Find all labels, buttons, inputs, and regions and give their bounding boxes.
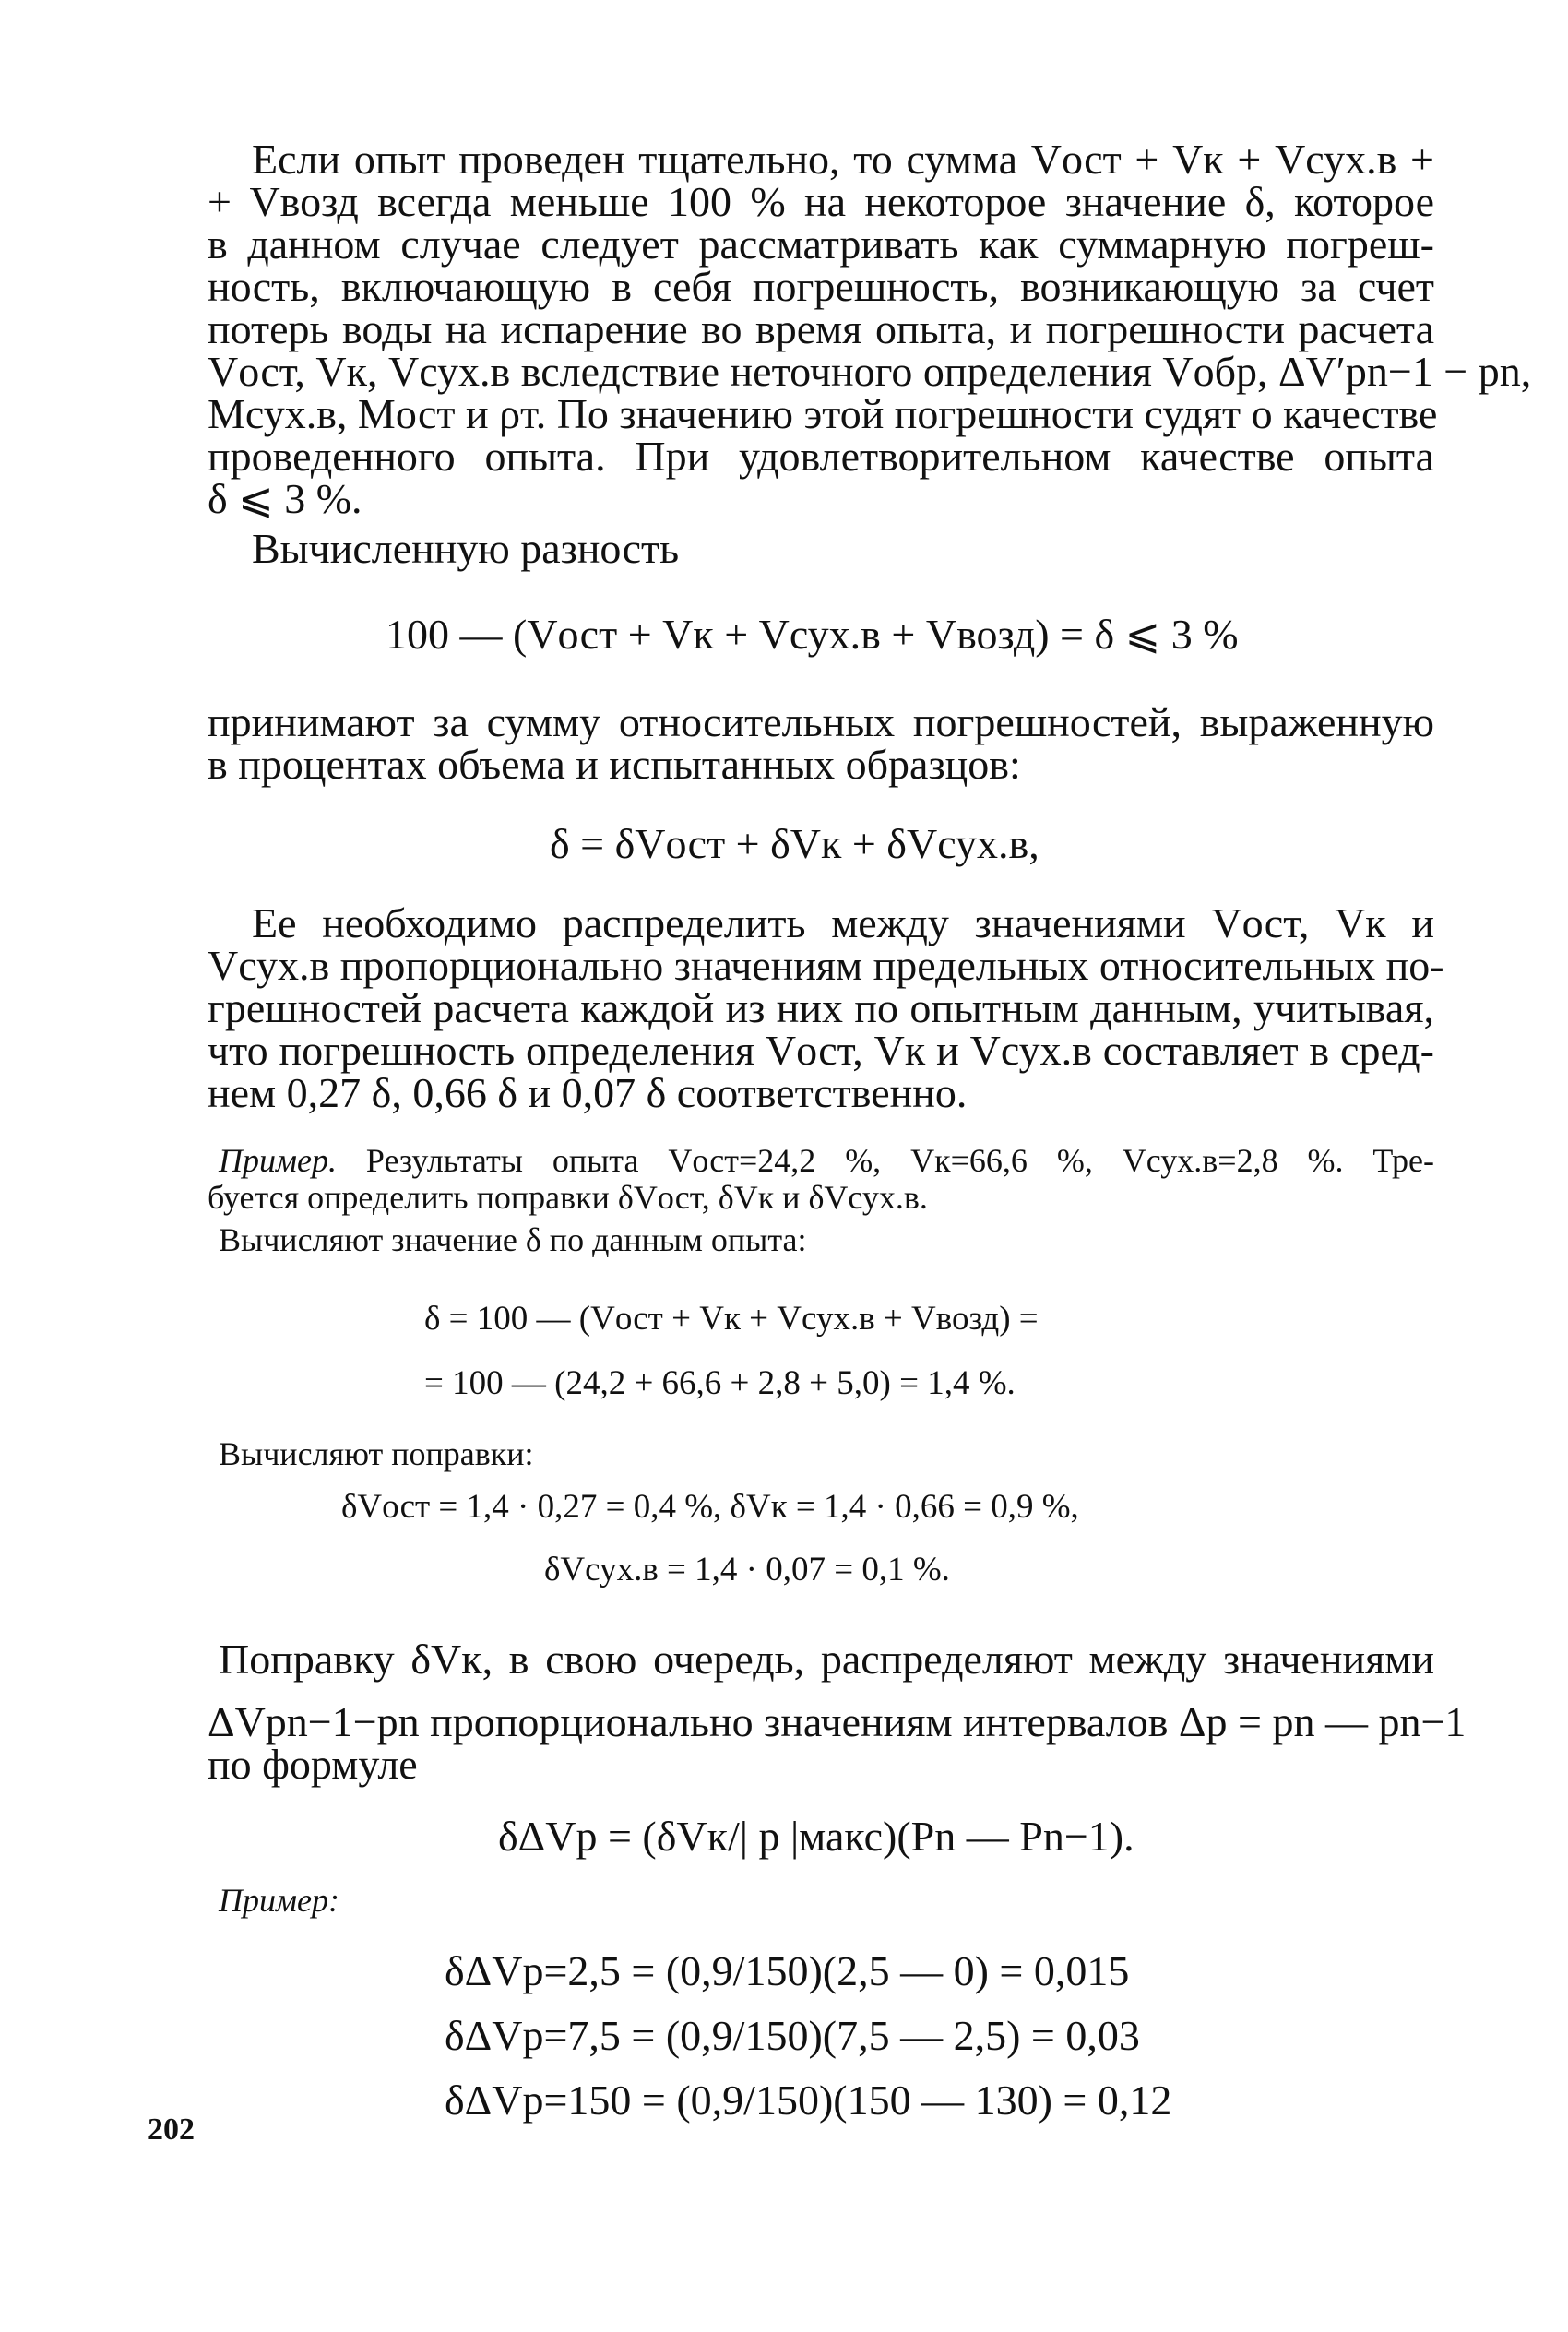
example-line: Вычисляют значение δ по данным опыта: — [219, 1221, 807, 1258]
example-label: Пример. — [219, 1142, 337, 1179]
corrections-intro: Вычисляют поправки: — [219, 1435, 534, 1472]
text-line: Поправку δVк, в свою очередь, распределяют между значениями — [219, 1636, 1434, 1683]
text-line: Если опыт проведен тщательно, то сумма Vост + Vк + Vсух.в + — [252, 136, 1434, 183]
paragraph-4 — [208, 899, 1444, 1116]
text-line: принимают за сумму относительных погрешностей, выраженную — [208, 698, 1434, 745]
formula-delta-sum: δ = δVост + δVк + δVсух.в, — [550, 820, 1039, 867]
example-2-line-3: δΔVp=150 = (0,9/150)(150 — 130) = 0,12 — [445, 2076, 1172, 2124]
formula-distribution: δΔVp = (δVк/| p |макс)(Pn — Pn−1). — [498, 1813, 1134, 1860]
calc-line-2: = 100 — (24,2 + 66,6 + 2,8 + 5,0) = 1,4 %. — [424, 1364, 1016, 1402]
text-line: Ее необходимо распределить между значениями Vост, Vк и — [252, 899, 1434, 946]
example-label: Пример: — [219, 1882, 339, 1919]
text-line: в процентах объема и испытанных образцов: — [208, 741, 1021, 788]
example-2-line-1: δΔVp=2,5 = (0,9/150)(2,5 — 0) = 0,015 — [445, 1947, 1130, 1994]
text-line: Mсух.в, Mост и ρт. По значению этой погрешности судят о качестве — [208, 390, 1438, 437]
paragraph-1 — [208, 136, 1532, 522]
text-line: ность, включающую в себя погрешность, возникающую за счет — [208, 263, 1434, 310]
correction-line-1: δVост = 1,4 · 0,27 = 0,4 %, δVк = 1,4 · 0,66 = 0,9 %, — [341, 1488, 1079, 1526]
paragraph-2 — [208, 525, 1434, 572]
example-line: буется определить поправки δVост, δVк и δVсух.в. — [208, 1179, 928, 1216]
example-2 — [208, 1882, 1434, 1919]
text-line: Вычисленную разность — [252, 525, 680, 572]
example-2-line-2: δΔVp=7,5 = (0,9/150)(7,5 — 2,5) = 0,03 — [445, 2012, 1140, 2059]
calc-line-1: δ = 100 — (Vост + Vк + Vсух.в + Vвозд) = — [424, 1300, 1039, 1338]
formula-difference: 100 — (Vост + Vк + Vсух.в + Vвозд) = δ ⩽ 3 % — [386, 611, 1239, 658]
text-line: ΔVpn−1−pn пропорционально значениям интервалов Δp = pn — pn−1 — [208, 1698, 1467, 1745]
text-line: в данном случае следует рассматривать как суммарную погреш- — [208, 220, 1434, 268]
text-line: потерь воды на испарение во время опыта, и погрешности расчета — [208, 305, 1434, 352]
paragraph-5 — [208, 1636, 1467, 1788]
example-line — [208, 1142, 1434, 1179]
example-1 — [208, 1142, 1434, 1258]
example-text: Результаты опыта Vост=24,2 %, Vк=66,6 %, Vсух.в=2,8 %. Тре- — [365, 1142, 1435, 1179]
text-line: что погрешность определения Vост, Vк и Vсух.в составляет в сред- — [208, 1027, 1434, 1074]
text-line: δ ⩽ 3 %. — [208, 475, 362, 522]
text-line: проведенного опыта. При удовлетворительном качестве опыта — [208, 433, 1434, 480]
text-line: Vост, Vк, Vсух.в вследствие неточного определения Vобр, ΔV′pn−1 − pn, — [208, 348, 1532, 395]
text-line: + Vвозд всегда меньше 100 % на некоторое значение δ, которое — [208, 178, 1434, 225]
text-line: по формуле — [208, 1741, 418, 1788]
page-number: 202 — [148, 2112, 195, 2147]
text-line: нем 0,27 δ, 0,66 δ и 0,07 δ соответственно. — [208, 1069, 968, 1116]
text-line: Vсух.в пропорционально значениям предельных относительных по- — [208, 942, 1444, 989]
corrections-intro-block — [208, 1435, 1434, 1472]
correction-line-2: δVсух.в = 1,4 · 0,07 = 0,1 %. — [544, 1551, 950, 1588]
paragraph-3 — [208, 698, 1434, 788]
text-line: грешностей расчета каждой из них по опытным данным, учитывая, — [208, 984, 1434, 1031]
